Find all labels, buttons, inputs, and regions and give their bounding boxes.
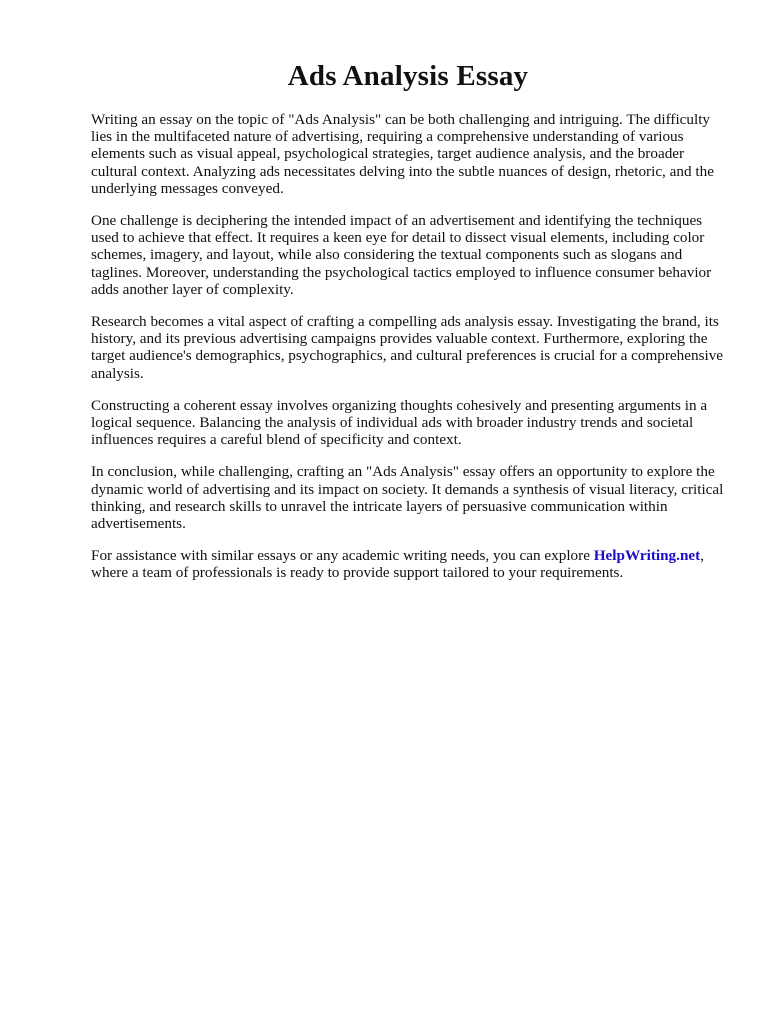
final-text-after-link: , where a team of professionals is ready to provide support tailored to your requirements. [91,547,704,582]
paragraph-2: One challenge is deciphering the intended impact of an advertisement and identifying the techniques used to achieve that effect. It requires a keen eye for detail to dissect visual elements, including color schemes, imagery, and layout, while also considering the textual components such as slogans and taglines. Moreover, understanding the psychological tactics employed to influence consumer behavior adds another layer of complexity. [91,212,712,298]
paragraph-5: In conclusion, while challenging, crafting an "Ads Analysis" essay offers an opportunity to explore the dynamic world of advertising and its impact on society. It demands a synthesis of visual literacy, critical thinking, and research skills to unravel the intricate layers of persuasive communication within advertisements. [91,463,724,533]
paragraph-final [91,547,731,581]
document-title: Ads Analysis Essay [287,60,529,92]
paragraph-1: Writing an essay on the topic of "Ads Analysis" can be both challenging and intriguing. The difficulty lies in the multifaceted nature of advertising, requiring a comprehensive understanding of various elements such as visual appeal, psychological strategies, target audience analysis, and the broader cultural context. Analyzing ads necessitates delving into the subtle nuances of design, rhetoric, and the underlying messages conveyed. [91,111,714,197]
paragraph-3: Research becomes a vital aspect of crafting a compelling ads analysis essay. Investigating the brand, its history, and its previous advertising campaigns provides valuable context. Furthermore, exploring the target audience's demographics, psychographics, and cultural preferences is crucial for a comprehensive analysis. [91,313,724,382]
final-text-before-link: For assistance with similar essays or any academic writing needs, you can explore [91,547,594,565]
paragraph-4: Constructing a coherent essay involves organizing thoughts cohesively and presenting arguments in a logical sequence. Balancing the analysis of individual ads with broader industry trends and societal influences requires a careful blend of specificity and context. [91,396,708,449]
helpwriting-link[interactable]: HelpWriting.net [593,547,701,565]
document-body [91,111,731,597]
